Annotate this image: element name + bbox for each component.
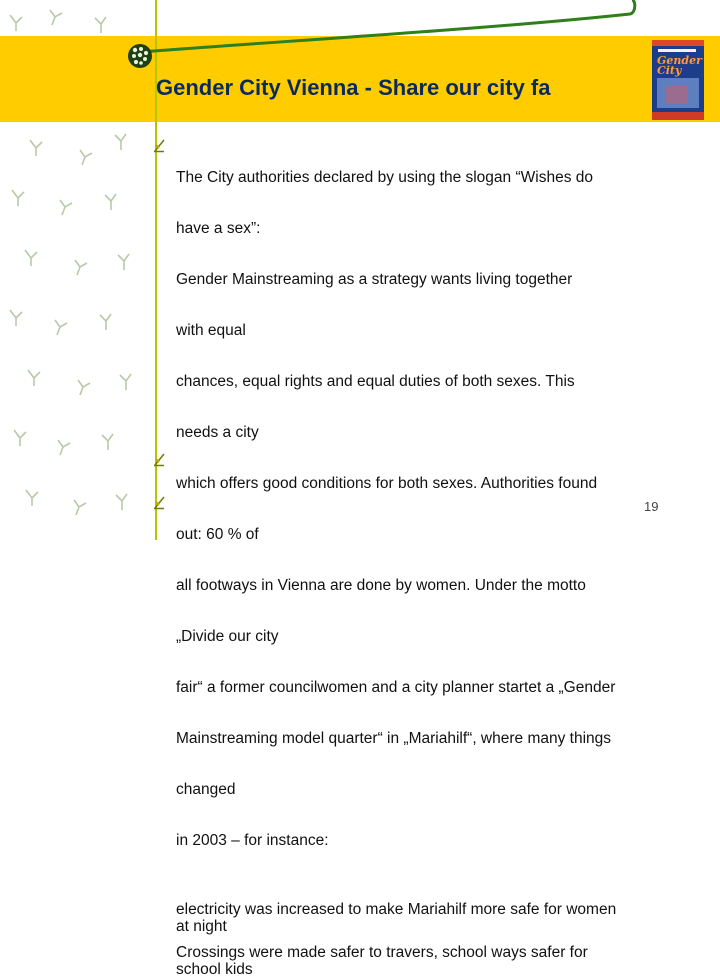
bullet-2-text — [176, 901, 706, 935]
paragraph-1-line: in 2003 – for instance: — [176, 832, 329, 849]
paragraph-1-line: needs a city — [176, 424, 259, 441]
bullet-2-line: at night — [176, 918, 227, 935]
paragraph-1-line: Gender Mainstreaming as a strategy wants living together — [176, 271, 573, 288]
paragraph-1-line: all footways in Vienna are done by women. Under the motto — [176, 577, 586, 594]
bullet-1-icon — [152, 139, 166, 153]
bullet-3-text — [176, 944, 706, 978]
paragraph-1-line: Mainstreaming model quarter“ in „Mariahilf“, where many things — [176, 730, 612, 747]
paragraph-1-line: chances, equal rights and equal duties of both sexes. This — [176, 373, 575, 390]
paragraph-1-line: „Divide our city — [176, 628, 279, 645]
paragraph-1-line: which offers good conditions for both sexes. Authorities found — [176, 475, 598, 492]
bullet-3-line: Crossings were made safer to travers, school ways safer for — [176, 944, 588, 961]
decorative-arc — [0, 0, 720, 80]
slide-title: Gender City Vienna - Share our city fa — [156, 75, 551, 100]
cover-title-line-2: City — [657, 64, 682, 77]
bullet-2-icon — [152, 453, 166, 467]
paragraph-1-line: with equal — [176, 322, 246, 339]
slide-body — [176, 135, 706, 978]
bullet-3-icon — [152, 496, 166, 510]
paragraph-1-line: changed — [176, 781, 236, 798]
paragraph-1-line: The City authorities declared by using the slogan “Wishes do — [176, 169, 593, 186]
globe-icon — [126, 42, 154, 70]
cover-title-line-1: Gender — [657, 54, 702, 67]
paragraph-1-line: have a sex”: — [176, 220, 261, 237]
bullet-2-line: electricity was increased to make Mariahilf more safe for women — [176, 901, 617, 918]
paragraph-1-line: fair“ a former councilwomen and a city planner startet a „Gender — [176, 679, 616, 696]
page-number: 19 — [644, 499, 659, 514]
paragraph-1 — [176, 135, 706, 883]
bullet-3-line: school kids — [176, 961, 253, 978]
book-cover-image — [652, 40, 704, 120]
paragraph-1-line: out: 60 % of — [176, 526, 259, 543]
